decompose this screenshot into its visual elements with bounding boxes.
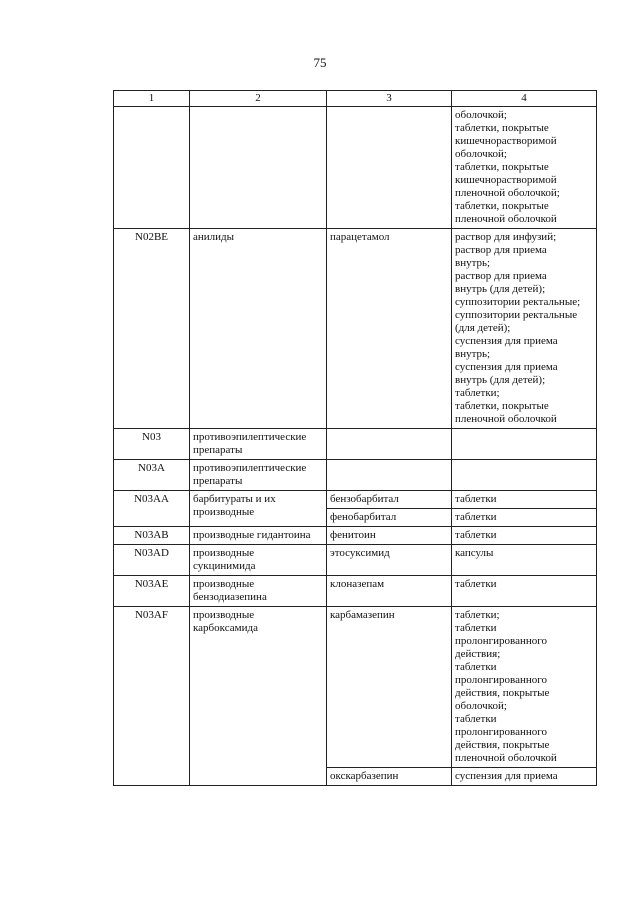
dosage-forms-cell: суспензия для приема [452, 768, 597, 786]
drug-cell: окскарбазепин [327, 768, 452, 786]
atc-code-cell: N03AA [114, 491, 190, 527]
dosage-forms-cell: раствор для инфузий; раствор для приема внутрь; раствор для приема внутрь (для детей); суппозитории ректальные; суппозитории ректальные (для детей); суспензия для приема внутрь; суспензия для приема внутрь (для детей); таблетки; таблетки, покрытые пленочной оболочкой [452, 229, 597, 429]
table-row [114, 460, 597, 491]
group-cell: противоэпилептические препараты [190, 429, 327, 460]
drug-cell: бензобарбитал [327, 491, 452, 509]
drug-table [113, 90, 597, 786]
dosage-forms-cell: таблетки [452, 527, 597, 545]
group-cell: производные карбоксамида [190, 607, 327, 786]
atc-code-cell: N02BE [114, 229, 190, 429]
table-row [114, 429, 597, 460]
column-header-1: 1 [114, 91, 190, 107]
drug-cell [327, 107, 452, 229]
dosage-forms-cell: таблетки [452, 576, 597, 607]
dosage-forms-cell: капсулы [452, 545, 597, 576]
group-cell: барбитураты и их производные [190, 491, 327, 527]
atc-code-cell: N03AD [114, 545, 190, 576]
group-cell: производные гидантоина [190, 527, 327, 545]
drug-cell: клоназепам [327, 576, 452, 607]
atc-code-cell: N03AB [114, 527, 190, 545]
group-cell: противоэпилептические препараты [190, 460, 327, 491]
dosage-forms-cell: таблетки [452, 491, 597, 509]
table-row [114, 107, 597, 229]
atc-code-cell: N03A [114, 460, 190, 491]
drug-cell: карбамазепин [327, 607, 452, 768]
atc-code-cell: N03AE [114, 576, 190, 607]
table-row [114, 229, 597, 429]
group-cell: производные сукцинимида [190, 545, 327, 576]
drug-cell: парацетамол [327, 229, 452, 429]
atc-code-cell: N03 [114, 429, 190, 460]
dosage-forms-cell [452, 429, 597, 460]
drug-cell [327, 429, 452, 460]
drug-cell: фенобарбитал [327, 509, 452, 527]
atc-code-cell [114, 107, 190, 229]
dosage-forms-cell [452, 460, 597, 491]
drug-cell: этосуксимид [327, 545, 452, 576]
atc-code-cell: N03AF [114, 607, 190, 786]
table-header-row [114, 91, 597, 107]
drug-cell [327, 460, 452, 491]
dosage-forms-cell: оболочкой; таблетки, покрытые кишечнорастворимой оболочкой; таблетки, покрытые кишечнорастворимой пленочной оболочкой; таблетки, покрытые пленочной оболочкой [452, 107, 597, 229]
drug-cell: фенитоин [327, 527, 452, 545]
page-number: 75 [313, 55, 327, 70]
table-row [114, 527, 597, 545]
table-row [114, 491, 597, 509]
group-cell: анилиды [190, 229, 327, 429]
dosage-forms-cell: таблетки [452, 509, 597, 527]
group-cell [190, 107, 327, 229]
table-row [114, 576, 597, 607]
group-cell: производные бензодиазепина [190, 576, 327, 607]
column-header-2: 2 [190, 91, 327, 107]
dosage-forms-cell: таблетки; таблетки пролонгированного действия; таблетки пролонгированного действия, покрытые оболочкой; таблетки пролонгированного действия, покрытые пленочной оболочкой [452, 607, 597, 768]
table-row [114, 545, 597, 576]
column-header-4: 4 [452, 91, 597, 107]
table-row [114, 607, 597, 768]
column-header-3: 3 [327, 91, 452, 107]
